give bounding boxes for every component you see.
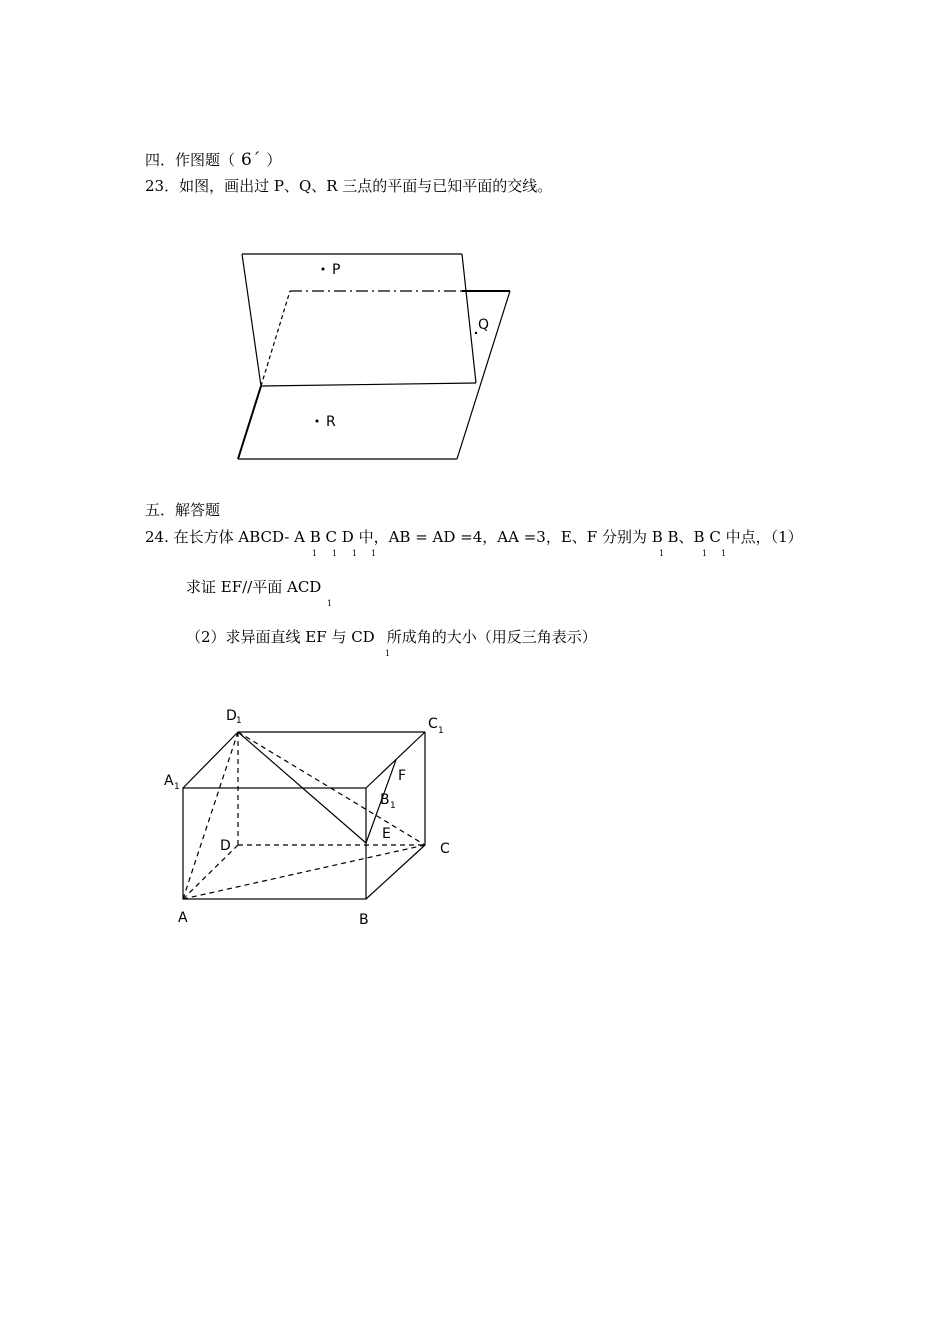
label-c: C — [440, 841, 450, 857]
question-24-line1: 24. 在长方体 ABCD- A B C D 中，AB = AD =4，AA =3，E、F 分别为 B B、B C 中点，（1） — [145, 528, 803, 546]
label-p: P — [332, 262, 341, 278]
sub-c1-f: 1 — [721, 549, 727, 558]
label-f: F — [398, 768, 407, 784]
section5-heading: 五．解答题 — [145, 501, 221, 519]
part2-text-a: （2）求异面直线 EF 与 CD — [186, 628, 375, 646]
question-23: 23．如图，画出过 P、Q、R 三点的平面与已知平面的交线。 — [145, 177, 553, 195]
section4-heading-text: 四．作图题（ — [145, 151, 236, 169]
label-c1: C — [428, 716, 438, 732]
sub-acd1: 1 — [327, 599, 333, 608]
label-e: E — [382, 826, 391, 842]
label-a1-sub: 1 — [174, 782, 180, 792]
sub-b1-f: 1 — [702, 549, 708, 558]
label-b: B — [359, 912, 369, 928]
sub-cd1: 1 — [385, 649, 391, 658]
label-a1: A — [164, 773, 174, 789]
label-b1: B — [380, 792, 390, 808]
label-r: R — [326, 414, 336, 430]
label-d1: D — [226, 708, 237, 724]
label-d1-sub: 1 — [236, 716, 242, 726]
label-d: D — [220, 838, 231, 854]
label-a: A — [178, 910, 188, 926]
sub-c1: 1 — [352, 549, 358, 558]
section4-close: ） — [266, 151, 282, 169]
question-24-part1: 求证 EF//平面 ACD — [186, 578, 322, 596]
sub-a1: 1 — [312, 549, 318, 558]
label-c1-sub: 1 — [438, 726, 444, 736]
sub-d1: 1 — [371, 549, 377, 558]
sub-b1: 1 — [332, 549, 338, 558]
label-q: Q — [478, 317, 490, 333]
sub-b1-e: 1 — [659, 549, 665, 558]
part2-text-b: 所成角的大小（用反三角表示） — [386, 628, 597, 646]
label-b1-sub: 1 — [390, 801, 396, 811]
section4-score: 6´ — [241, 150, 261, 170]
